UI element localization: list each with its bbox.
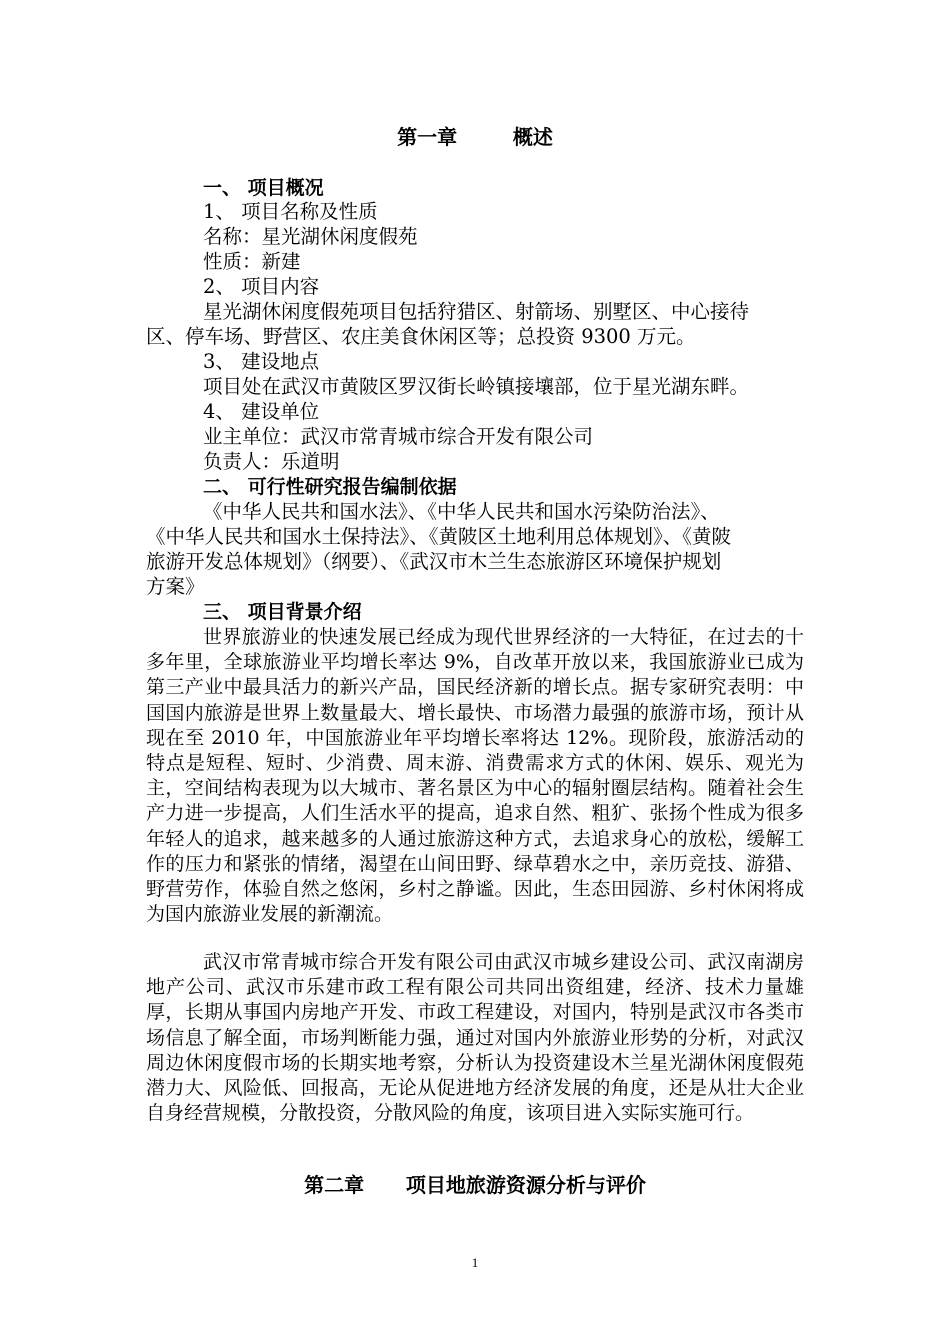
basis-line-4: 方案》 <box>146 575 205 598</box>
responsible-person: 负责人：乐道明 <box>203 450 340 473</box>
item-1-heading: 1、 项目名称及性质 <box>203 200 378 223</box>
item-2-heading: 2、 项目内容 <box>203 275 320 298</box>
section-1-heading: 一、 项目概况 <box>203 177 324 199</box>
content-line-2: 区、停车场、野营区、农庄美食休闲区等；总投资 9300 万元。 <box>146 325 696 348</box>
content-line-1: 星光湖休闲度假苑项目包括狩猎区、射箭场、别墅区、中心接待 <box>203 300 750 323</box>
project-name: 名称：星光湖休闲度假苑 <box>203 225 418 248</box>
background-paragraph-2: 武汉市常青城市综合开发有限公司由武汉市城乡建设公司、武汉南湖房地产公司、武汉市乐建市政工程有限公司共同出资组建，经济、技术力量雄厚，长期从事国内房地产开发、市政工程建设，对国内，特别是武汉市各类市场信息了解全面，市场判断能力强，通过对国内外旅游业形势的分析，对武汉周边休闲度假市场的长期实地考察，分析认为投资建设木兰星光湖休闲度假苑潜力大、风险低、回报高，无论从促进地方经济发展的角度，还是从壮大企业自身经营规模，分散投资，分散风险的角度，该项目进入实际实施可行。 <box>146 951 804 1125</box>
chapter-1-title: 第一章 概述 <box>397 125 553 149</box>
chapter-2-title: 第二章 项目地旅游资源分析与评价 <box>304 1173 646 1197</box>
page-number: 1 <box>471 1255 479 1270</box>
project-location: 项目处在武汉市黄陂区罗汉街长岭镇接壤部，位于星光湖东畔。 <box>203 375 750 398</box>
item-3-heading: 3、 建设地点 <box>203 350 320 373</box>
item-4-heading: 4、 建设单位 <box>203 400 320 423</box>
section-2-heading: 二、 可行性研究报告编制依据 <box>203 476 457 498</box>
section-3-heading: 三、 项目背景介绍 <box>203 601 362 623</box>
owner-unit: 业主单位：武汉市常青城市综合开发有限公司 <box>203 425 594 448</box>
basis-line-1: 《中华人民共和国水法》、《中华人民共和国水污染防治法》、 <box>203 500 720 523</box>
basis-line-2: 《中华人民共和国水土保持法》、《黄陂区土地利用总体规划》、《黄陂 <box>146 525 732 548</box>
project-nature: 性质：新建 <box>203 250 301 273</box>
basis-line-3: 旅游开发总体规划》（纲要）、《武汉市木兰生态旅游区环境保护规划 <box>146 550 722 573</box>
background-paragraph-1: 世界旅游业的快速发展已经成为现代世界经济的一大特征，在过去的十多年里，全球旅游业平均增长率达 9%，自改革开放以来，我国旅游业已成为第三产业中最具活力的新兴产品，国民经济新的增长点。据专家研究表明：中国国内旅游是世界上数量最大、增长最快、市场潜力最强的旅游市场，预计从现在至 2010 年，中国旅游业年平均增长率将达 12%。现阶段，旅游活动的特点是短程、短时、少消费、周末游、消费需求方式的休闲、娱乐、观光为主，空间结构表现为以大城市、著名景区为中心的辐射圈层结构。随着社会生产力进一步提高，人们生活水平的提高，追求自然、粗犷、张扬个性成为很多年轻人的追求，越来越多的人通过旅游这种方式，去追求身心的放松，缓解工作的压力和紧张的情绪，渴望在山间田野、绿草碧水之中，亲历竞技、游猎、野营劳作，体验自然之悠闲，乡村之静谧。因此，生态田园游、乡村休闲将成为国内旅游业发展的新潮流。 <box>146 626 804 926</box>
